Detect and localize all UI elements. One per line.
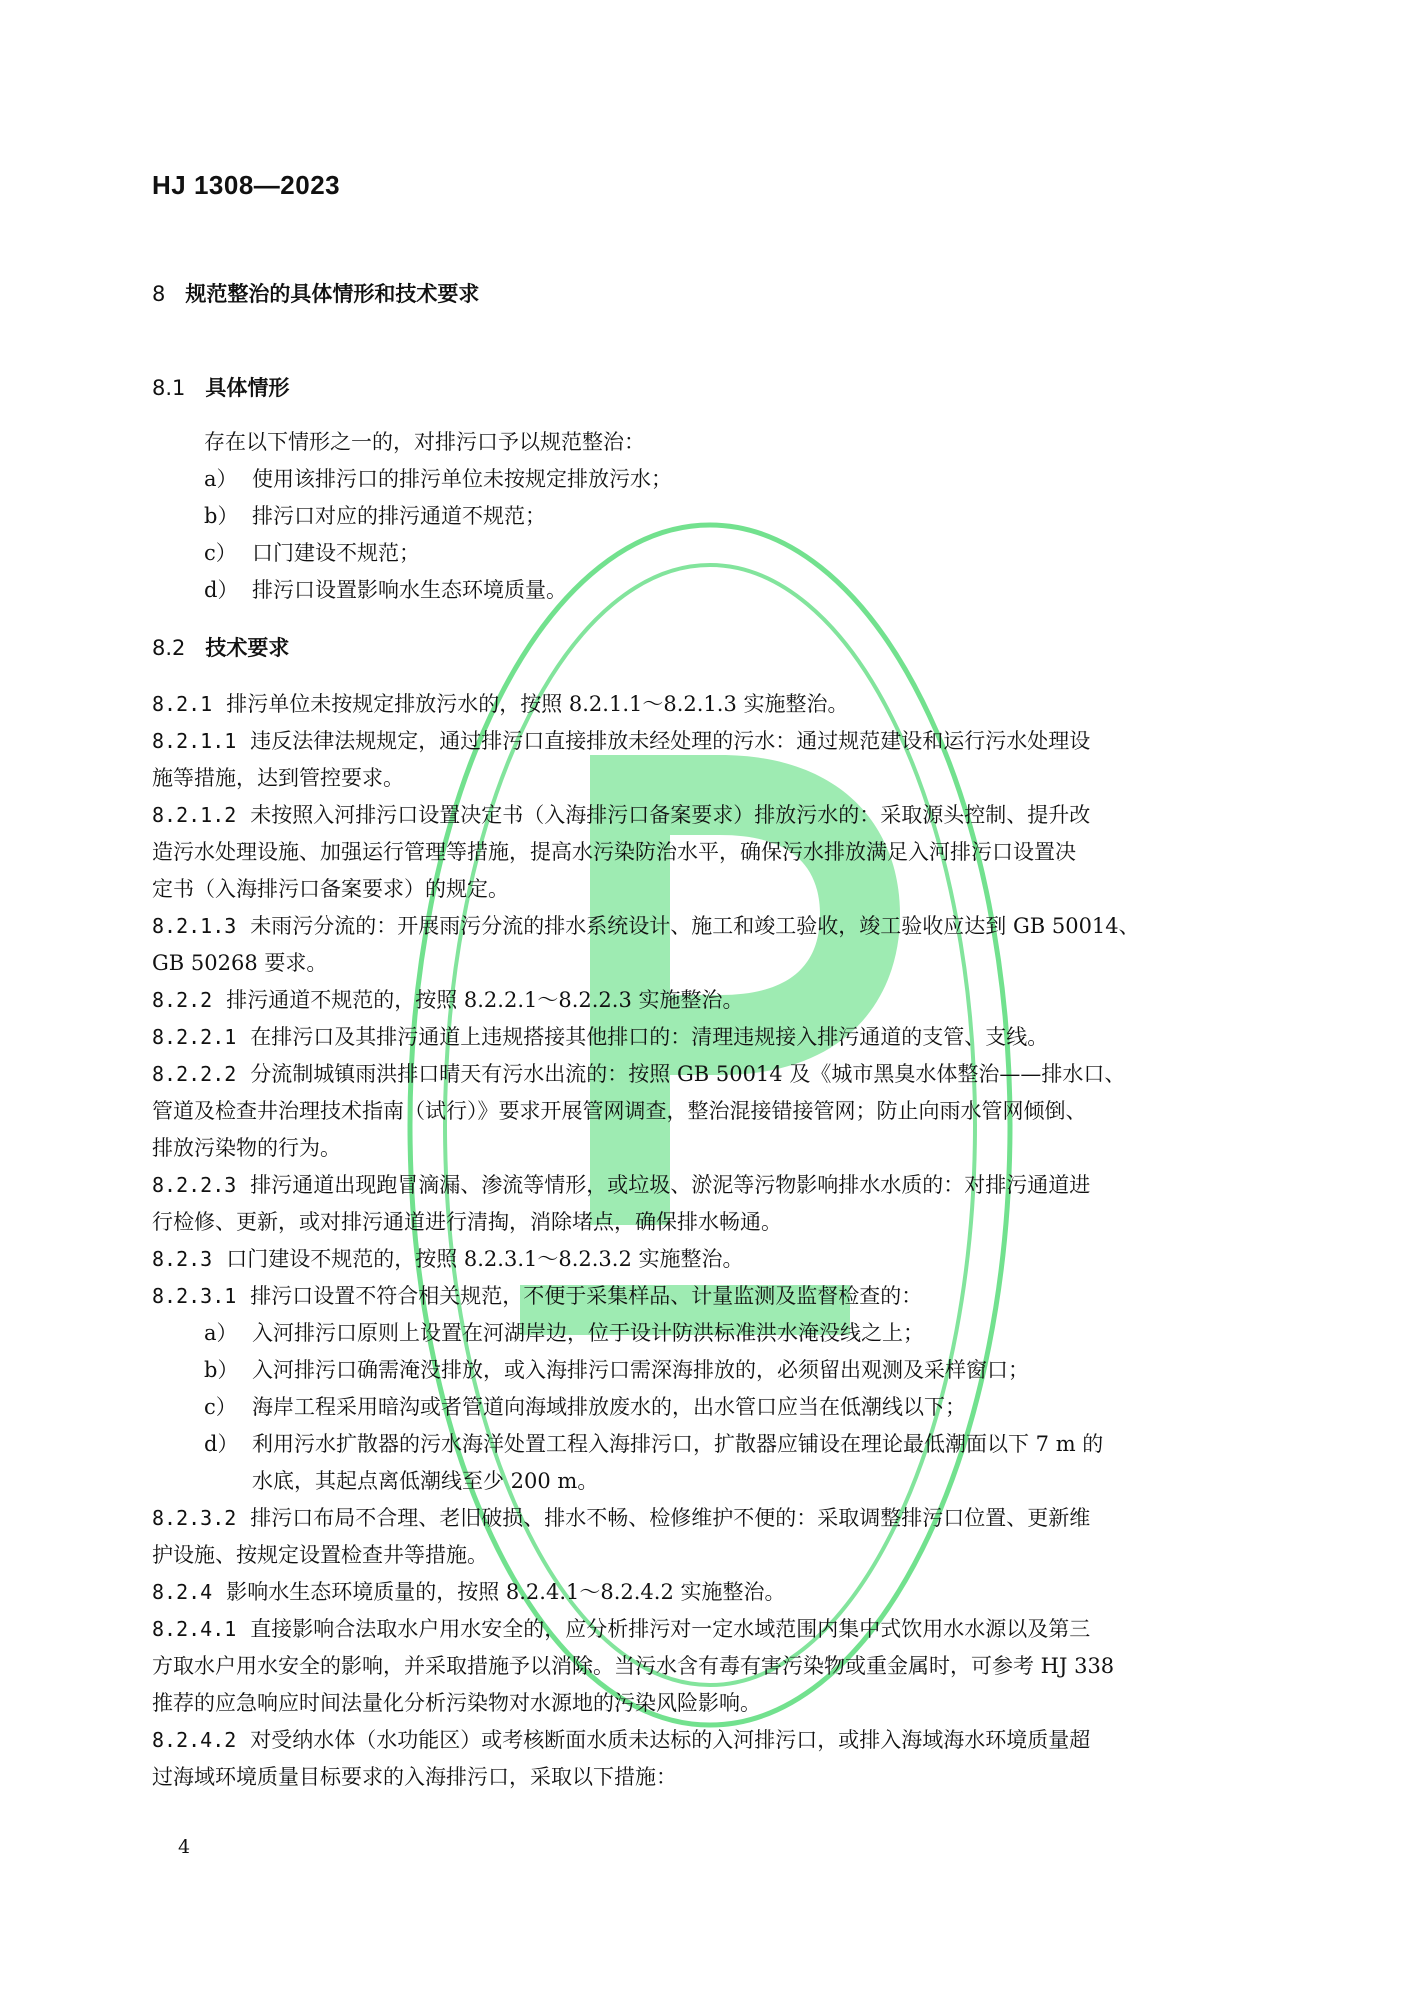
clause-line: 行检修、更新，或对排污通道进行清掏，消除堵点，确保排水畅通。 bbox=[152, 1210, 782, 1234]
section-title: 技术要求 bbox=[205, 636, 290, 660]
list-item: c） 口门建设不规范； bbox=[204, 541, 420, 565]
clause-line: 排放污染物的行为。 bbox=[152, 1136, 341, 1160]
clause-line: 8.2.3 口门建设不规范的，按照 8.2.3.1～8.2.3.2 实施整治。 bbox=[152, 1247, 744, 1271]
clause-line: 推荐的应急响应时间法量化分析污染物对水源地的污染风险影响。 bbox=[152, 1691, 761, 1715]
clause-line: 8.2.2.1 在排污口及其排污通道上违规搭接其他排口的：清理违规接入排污通道的支管、支线。 bbox=[152, 1025, 1049, 1049]
clause-line: 8.2.4 影响水生态环境质量的，按照 8.2.4.1～8.2.4.2 实施整治。 bbox=[152, 1580, 786, 1604]
clause-line: GB 50268 要求。 bbox=[152, 951, 328, 975]
section-title: 具体情形 bbox=[205, 376, 290, 400]
standard-number: HJ 1308—2023 bbox=[152, 170, 341, 200]
clause-line: 8.2.1 排污单位未按规定排放污水的，按照 8.2.1.1～8.2.1.3 实施整治。 bbox=[152, 692, 849, 716]
clause-line: 定书（入海排污口备案要求）的规定。 bbox=[152, 877, 509, 901]
clause-line: 8.2.2.3 排污通道出现跑冒滴漏、渗流等情形，或垃圾、淤泥等污物影响排水水质的：对排污通道进 bbox=[152, 1173, 1091, 1197]
paragraph: 存在以下情形之一的，对排污口予以规范整治： bbox=[204, 430, 645, 454]
clause-line: 8.2.4.2 对受纳水体（水功能区）或考核断面水质未达标的入河排污口，或排入海域海水环境质量超 bbox=[152, 1728, 1091, 1752]
section-title: 规范整治的具体情形和技术要求 bbox=[185, 282, 480, 306]
section-8-1-heading bbox=[152, 372, 289, 402]
clause-line: 8.2.2.2 分流制城镇雨洪排口晴天有污水出流的：按照 GB 50014 及《城市黑臭水体整治——排水口、 bbox=[152, 1062, 1126, 1086]
clause-line: 过海域环境质量目标要求的入海排污口，采取以下措施： bbox=[152, 1765, 677, 1789]
section-8-2-heading bbox=[152, 632, 289, 662]
list-item: d） 利用污水扩散器的污水海洋处置工程入海排污口，扩散器应铺设在理论最低潮面以下 7 m 的 bbox=[204, 1432, 1104, 1456]
page-number: 4 bbox=[178, 1836, 191, 1858]
clause-line: 8.2.1.2 未按照入河排污口设置决定书（入海排污口备案要求）排放污水的：采取源头控制、提升改 bbox=[152, 803, 1091, 827]
list-item: b） 排污口对应的排污通道不规范； bbox=[204, 504, 546, 528]
clause-line: 施等措施，达到管控要求。 bbox=[152, 766, 404, 790]
list-item-continuation: 水底，其起点离低潮线至少 200 m。 bbox=[252, 1469, 599, 1493]
clause-line: 管道及检查井治理技术指南（试行）》要求开展管网调查，整治混接错接管网；防止向雨水管网倾倒、 bbox=[152, 1099, 1087, 1123]
section-number: 8.2 bbox=[152, 636, 186, 660]
section-number: 8 bbox=[152, 282, 166, 306]
list-item: c） 海岸工程采用暗沟或者管道向海域排放废水的，出水管口应当在低潮线以下； bbox=[204, 1395, 966, 1419]
list-item: b） 入河排污口确需淹没排放，或入海排污口需深海排放的，必须留出观测及采样窗口； bbox=[204, 1358, 1029, 1382]
clause-line: 护设施、按规定设置检查井等措施。 bbox=[152, 1543, 488, 1567]
section-8-heading bbox=[152, 278, 479, 308]
clause-line: 8.2.1.1 违反法律法规规定，通过排污口直接排放未经处理的污水：通过规范建设和运行污水处理设 bbox=[152, 729, 1091, 753]
clause-line: 造污水处理设施、加强运行管理等措施，提高水污染防治水平，确保污水排放满足入河排污口设置决 bbox=[152, 840, 1076, 864]
list-item: d） 排污口设置影响水生态环境质量。 bbox=[204, 578, 567, 602]
clause-line: 方取水户用水安全的影响，并采取措施予以消除。当污水含有毒有害污染物或重金属时，可参考 HJ 338 bbox=[152, 1654, 1115, 1678]
clause-line: 8.2.2 排污通道不规范的，按照 8.2.2.1～8.2.2.3 实施整治。 bbox=[152, 988, 744, 1012]
clause-line: 8.2.3.1 排污口设置不符合相关规范，不便于采集样品、计量监测及监督检查的： bbox=[152, 1284, 923, 1308]
clause-line: 8.2.3.2 排污口布局不合理、老旧破损、排水不畅、检修维护不便的：采取调整排污口位置、更新维 bbox=[152, 1506, 1091, 1530]
clause-line: 8.2.1.3 未雨污分流的：开展雨污分流的排水系统设计、施工和竣工验收，竣工验收应达到 GB 50014、 bbox=[152, 914, 1140, 938]
list-item: a） 使用该排污口的排污单位未按规定排放污水； bbox=[204, 467, 672, 491]
list-item: a） 入河排污口原则上设置在河湖岸边，位于设计防洪标准洪水淹没线之上； bbox=[204, 1321, 924, 1345]
section-number: 8.1 bbox=[152, 376, 186, 400]
clause-line: 8.2.4.1 直接影响合法取水户用水安全的，应分析排污对一定水域范围内集中式饮用水水源以及第三 bbox=[152, 1617, 1091, 1641]
